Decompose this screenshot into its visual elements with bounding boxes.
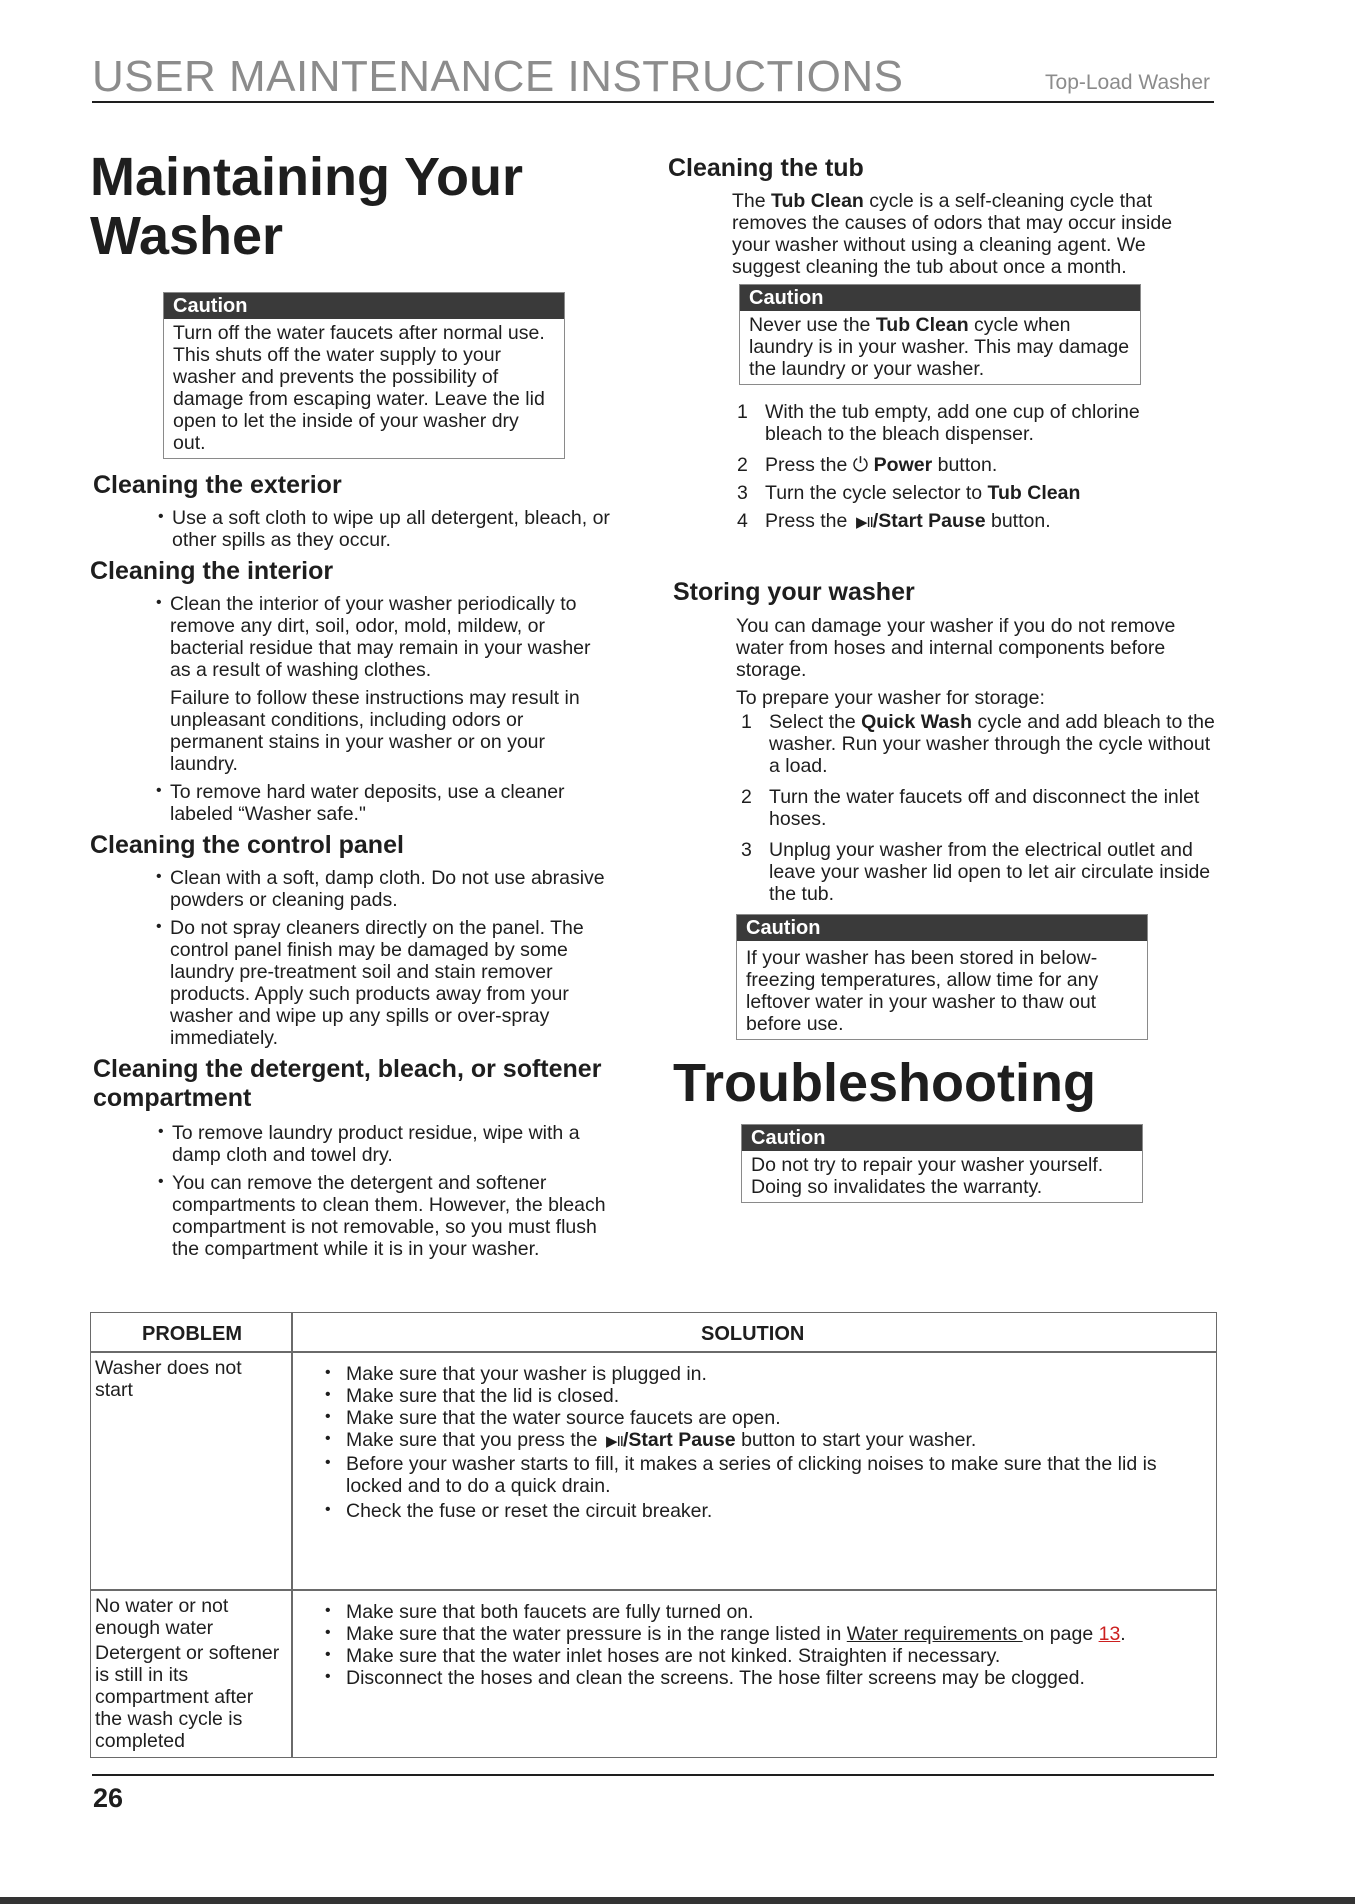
interior-list <box>156 593 616 681</box>
start-pause-icon: ▶II <box>602 1433 623 1450</box>
solution-item: • Make sure that both faucets are fully turned on. <box>325 1601 1205 1623</box>
step-item: 1 Select the Quick Wash cycle and add bleach to the washer. Run your washer through the cycle without a load. <box>741 711 1215 777</box>
troubleshooting-table <box>90 1312 1217 1758</box>
problem-cell: Washer does not start <box>95 1357 242 1401</box>
list-item: • Use a soft cloth to wipe up all detergent, bleach, or other spills as they occur. <box>158 507 613 551</box>
control-panel-list <box>156 867 626 1049</box>
solution-item: • Disconnect the hoses and clean the screens. The hose filter screens may be clogged. <box>325 1667 1205 1689</box>
page-link[interactable]: 13 <box>1098 1623 1121 1645</box>
tub-intro: The Tub Clean cycle is a self-cleaning cycle that removes the causes of odors that may occur inside your washer without using a cleaning agent. We suggest cleaning the tub about once a month. <box>732 190 1173 278</box>
problem-cell: No water or not enough water Detergent or softener is still in its compartment after the wash cycle is completed <box>95 1595 280 1752</box>
caution-box-storage: Caution If your washer has been stored in below-freezing temperatures, allow time for any leftover water in your washer to thaw out before use. <box>736 914 1148 1040</box>
step-item: 4 Press the ▶II/Start Pause button. <box>737 510 1051 532</box>
list-item: • To remove hard water deposits, use a cleaner labeled “Washer safe." <box>156 781 616 825</box>
power-icon: ⏻ <box>852 454 869 476</box>
compartment-list <box>158 1122 613 1260</box>
solution-item: • Make sure that your washer is plugged in. <box>325 1363 1205 1385</box>
troubleshooting-title: Troubleshooting <box>673 1053 1096 1113</box>
solution-cell <box>325 1601 1205 1689</box>
storing-heading: Storing your washer <box>673 578 915 606</box>
header-subtitle: Top-Load Washer <box>1045 71 1210 94</box>
solution-item: • Before your washer starts to fill, it makes a series of clicking noises to make sure that the lid is locked and to do a quick drain. <box>325 1453 1205 1497</box>
storing-intro: You can damage your washer if you do not remove water from hoses and internal components before storage. <box>736 615 1176 681</box>
list-item: • Do not spray cleaners directly on the panel. The control panel finish may be damaged by some laundry pre-treatment soil and stain remover products. Apply such products away from your washer and wipe up any spills or over-spray immediately. <box>156 917 626 1049</box>
exterior-list <box>158 507 613 551</box>
step-item: 2 Turn the water faucets off and disconnect the inlet hoses. <box>741 786 1200 830</box>
header-divider <box>91 1351 1216 1353</box>
list-item: • Clean the interior of your washer periodically to remove any dirt, soil, odor, mold, mildew, or bacterial residue that may remain in your washer as a result of washing clothes. <box>156 593 616 681</box>
interior-note: Failure to follow these instructions may result in unpleasant conditions, including odors or permanent stains in your washer or on your laundry. <box>170 687 580 775</box>
control-panel-heading: Cleaning the control panel <box>90 831 404 859</box>
interior-list-2 <box>156 781 616 825</box>
page-bottom-edge <box>0 1897 1355 1904</box>
caution-box-water: Caution Turn off the water faucets after normal use. This shuts off the water supply to your washer and prevents the possibility of damage from escaping water. Leave the lid open to let the inside of your washer dry out. <box>163 292 565 459</box>
solution-cell <box>325 1363 1205 1522</box>
row-divider <box>91 1589 1216 1591</box>
list-item: • Clean with a soft, damp cloth. Do not use abrasive powders or cleaning pads. <box>156 867 626 911</box>
step-item: 3 Turn the cycle selector to Tub Clean <box>737 482 1081 504</box>
interior-heading: Cleaning the interior <box>90 557 334 585</box>
tub-steps <box>737 401 1177 534</box>
tub-heading: Cleaning the tub <box>668 154 864 182</box>
problem-column-header: PROBLEM <box>142 1323 242 1345</box>
right-column <box>668 154 1216 1203</box>
page-number: 26 <box>93 1783 124 1813</box>
header-rule <box>92 101 1214 103</box>
solution-column-header: SOLUTION <box>701 1323 805 1345</box>
solution-item: • Make sure that the water inlet hoses are not kinked. Straighten if necessary. <box>325 1645 1205 1667</box>
solution-item: • Make sure that the water pressure is in the range listed in Water requirements on page 13. <box>325 1623 1205 1645</box>
caution-box-tub: Caution Never use the Tub Clean cycle when laundry is in your washer. This may damage the laundry or your washer. <box>739 284 1141 385</box>
compartment-heading: Cleaning the detergent, bleach, or softener compartment <box>93 1055 602 1112</box>
storing-steps <box>741 711 1216 905</box>
maintaining-title: Maintaining Your Washer <box>90 147 524 266</box>
column-divider <box>291 1313 293 1757</box>
storing-prep: To prepare your washer for storage: <box>736 687 1045 709</box>
solution-item: • Make sure that the water source faucets are open. <box>325 1407 1205 1429</box>
water-requirements-link[interactable]: Water requirements <box>846 1623 1023 1645</box>
solution-item: • Make sure that you press the ▶II/Start Pause button to start your washer. <box>325 1429 1205 1453</box>
solution-item: • Make sure that the lid is closed. <box>325 1385 1205 1407</box>
list-item: • To remove laundry product residue, wipe with a damp cloth and towel dry. <box>158 1122 613 1166</box>
list-item: • You can remove the detergent and softener compartments to clean them. However, the bleach compartment is not removable, so you must flush the compartment while it is in your washer. <box>158 1172 613 1260</box>
exterior-heading: Cleaning the exterior <box>93 471 342 499</box>
left-column <box>90 148 640 1266</box>
start-pause-icon: ▶II <box>852 514 873 531</box>
step-item: 2 Press the ⏻ Power button. <box>737 454 998 476</box>
solution-item: • Check the fuse or reset the circuit breaker. <box>325 1500 1205 1522</box>
caution-box-repair: Caution Do not try to repair your washer yourself. Doing so invalidates the warranty. <box>741 1124 1143 1203</box>
step-item: 1 With the tub empty, add one cup of chlorine bleach to the bleach dispenser. <box>737 401 1140 445</box>
step-item: 3 Unplug your washer from the electrical outlet and leave your washer lid open to let air circulate inside the tub. <box>741 839 1211 905</box>
header-title: USER MAINTENANCE INSTRUCTIONS <box>92 52 904 101</box>
footer-rule <box>92 1774 1214 1776</box>
